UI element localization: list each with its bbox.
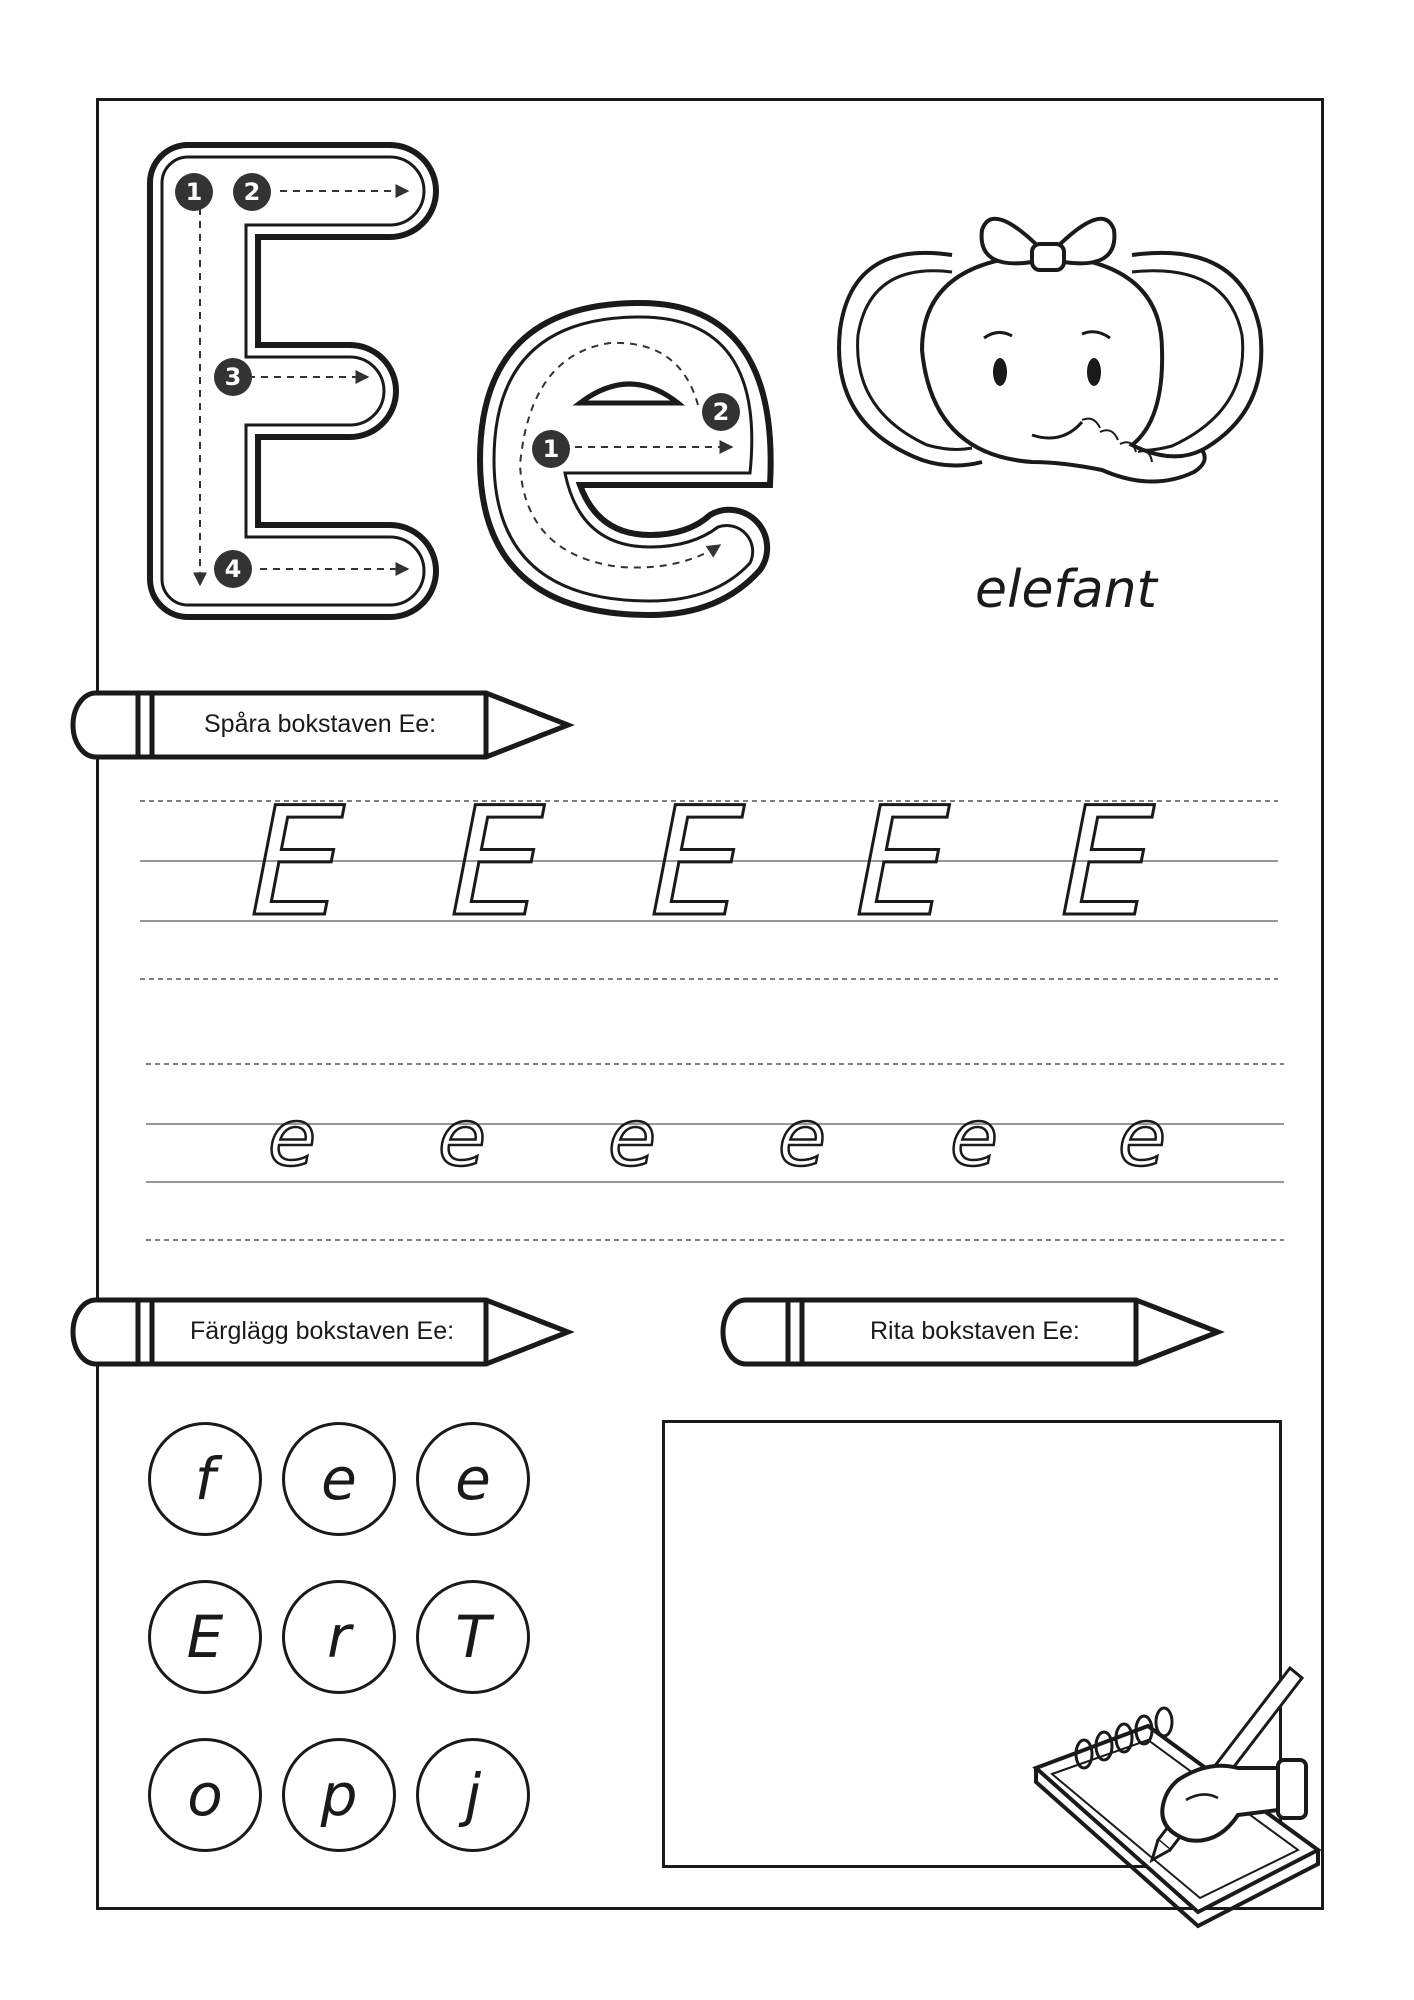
trace-lower-4[interactable]: e: [778, 1094, 826, 1184]
color-circle-2[interactable]: e: [282, 1422, 396, 1536]
color-circle-3[interactable]: e: [416, 1422, 530, 1536]
trace-lower-2[interactable]: e: [438, 1094, 486, 1184]
trace-lower-5[interactable]: e: [950, 1094, 998, 1184]
trace-upper-2[interactable]: E: [450, 776, 545, 950]
draw-section-label: Rita bokstaven Ee:: [870, 1317, 1080, 1345]
step-badge-e-2: 2: [702, 393, 740, 431]
trace-upper-1[interactable]: E: [250, 776, 345, 950]
color-circle-7[interactable]: o: [148, 1738, 262, 1852]
trace-lower-6[interactable]: e: [1118, 1094, 1166, 1184]
letter-e-outline: [470, 295, 790, 625]
step-badge-e-1: 1: [532, 430, 570, 468]
tracing-lines-lower: [146, 1058, 1286, 1258]
step-badge-4: 4: [214, 550, 252, 588]
color-section-pencil: [68, 1295, 576, 1369]
trace-lower-1[interactable]: e: [268, 1094, 316, 1184]
trace-lower-3[interactable]: e: [608, 1094, 656, 1184]
color-circle-6[interactable]: T: [416, 1580, 530, 1694]
trace-section-label: Spåra bokstaven Ee:: [204, 710, 437, 738]
color-circle-8[interactable]: p: [282, 1738, 396, 1852]
step-badge-3: 3: [214, 358, 252, 396]
color-circle-4[interactable]: E: [148, 1580, 262, 1694]
color-section-label: Färglägg bokstaven Ee:: [190, 1317, 455, 1345]
color-circle-5[interactable]: r: [282, 1580, 396, 1694]
hand-writing-notebook-icon: [1028, 1650, 1328, 1930]
elephant-with-bow-icon: [832, 200, 1272, 500]
color-circle-9[interactable]: j: [416, 1738, 530, 1852]
trace-section-pencil: [68, 688, 576, 762]
step-badge-2: 2: [233, 173, 271, 211]
trace-upper-3[interactable]: E: [650, 776, 745, 950]
illustration-word: elefant: [975, 560, 1157, 620]
step-badge-1: 1: [175, 173, 213, 211]
draw-section-pencil: [718, 1295, 1226, 1369]
trace-upper-4[interactable]: E: [855, 776, 950, 950]
trace-upper-5[interactable]: E: [1060, 776, 1155, 950]
color-circle-1[interactable]: f: [148, 1422, 262, 1536]
